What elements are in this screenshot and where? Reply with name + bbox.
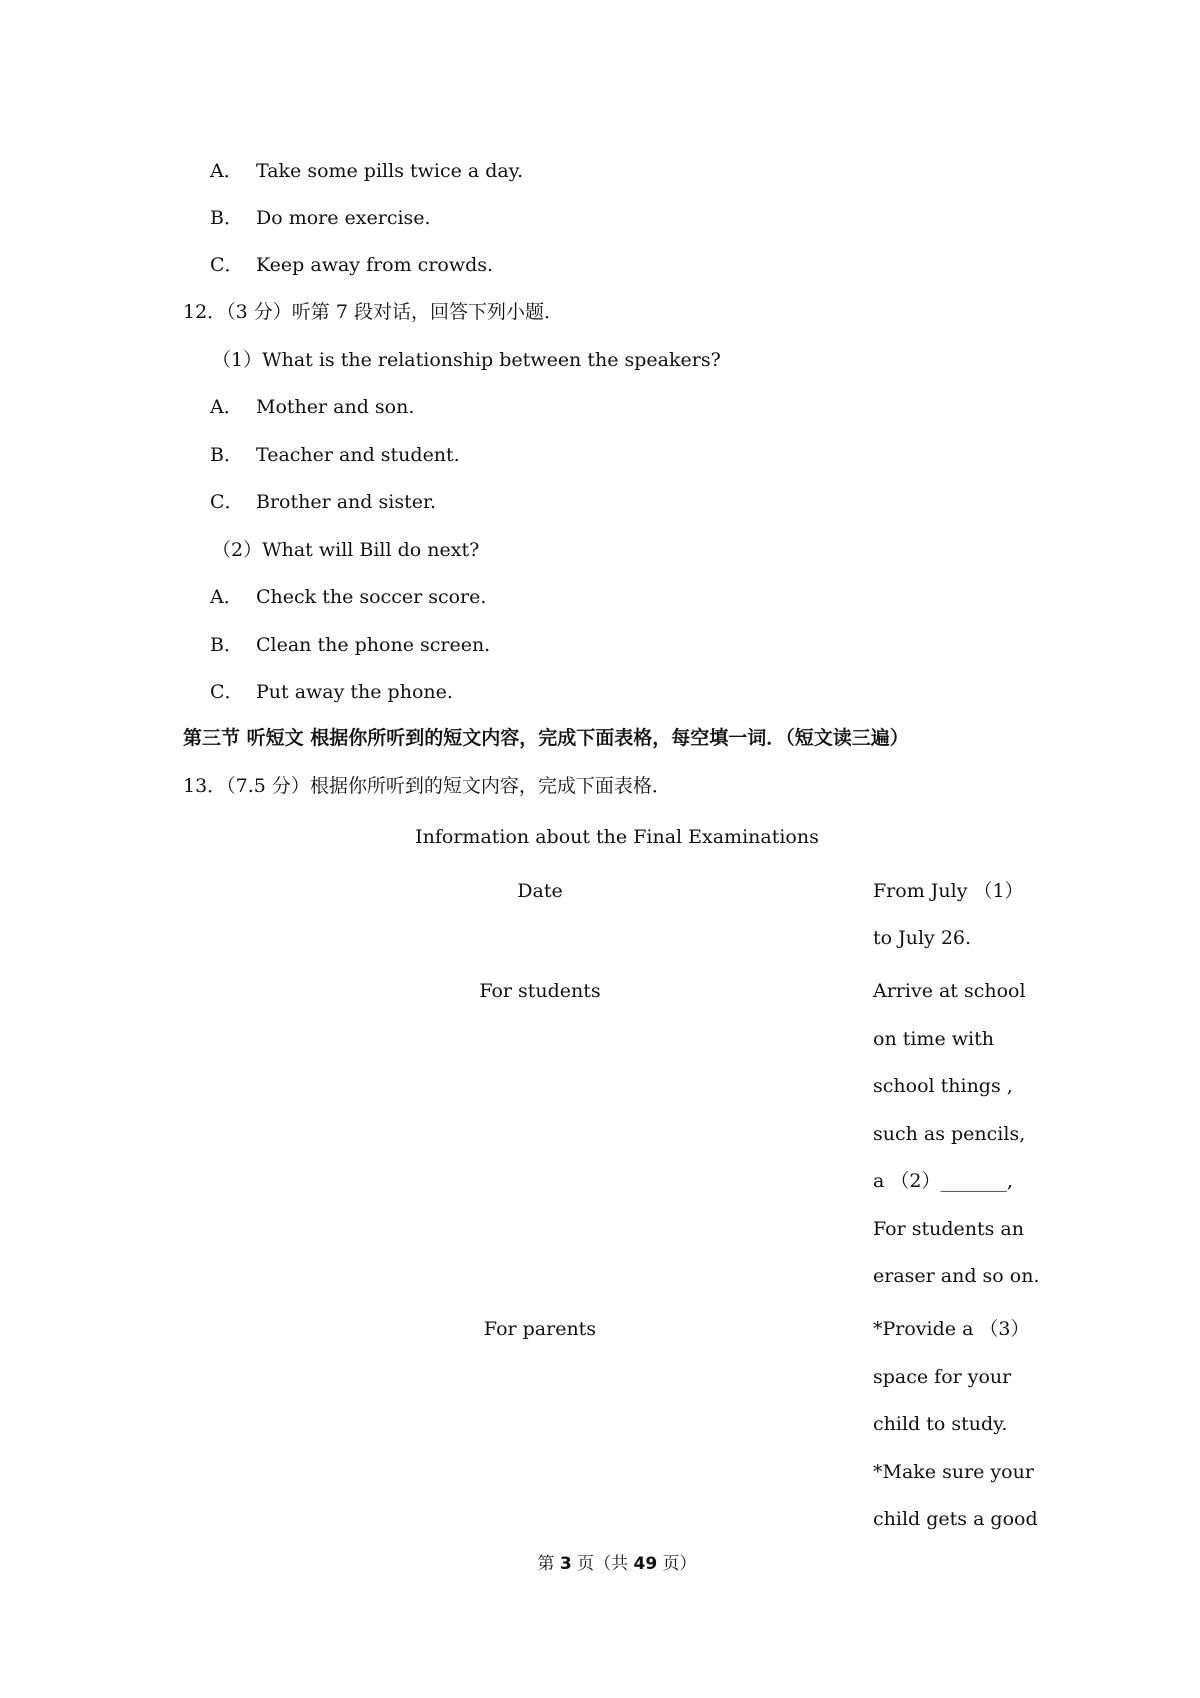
page-footer (0, 1556, 1200, 1573)
footer-middle: 页（共 (571, 1554, 634, 1574)
cell-line: From July （1） (873, 880, 1024, 902)
row-label: For parents (483, 1318, 597, 1340)
option-letter: B． (210, 444, 243, 466)
cell-line: child gets a good (873, 1508, 1038, 1530)
footer-prefix: 第 (537, 1554, 560, 1574)
section3-title: 第三节 听短文 根据你所听到的短文内容，完成下面表格，每空填一词．（短文读三遍） (183, 727, 909, 749)
option-text: Check the soccer score. (256, 586, 487, 608)
option-text: Do more exercise. (256, 207, 431, 229)
option-letter: B． (210, 634, 243, 656)
option-letter: A． (210, 160, 243, 182)
cell-line: school things , (873, 1075, 1013, 1097)
option-text: Brother and sister. (256, 491, 436, 513)
cell-line: to July 26. (873, 927, 972, 949)
option-text: Keep away from crowds. (256, 254, 494, 276)
option-letter: A． (210, 396, 243, 418)
option-text: Take some pills twice a day. (256, 160, 524, 182)
option-text: Teacher and student. (256, 444, 460, 466)
option-text: Clean the phone screen. (256, 634, 491, 656)
cell-line: eraser and so on. (873, 1265, 1040, 1287)
cell-line: a （2）_______, (873, 1170, 1013, 1192)
cell-line: space for your (873, 1366, 1012, 1388)
option-letter: C． (210, 254, 244, 276)
option-text: Put away the phone. (256, 681, 453, 703)
row-label: Date (517, 880, 563, 902)
cell-line: *Make sure your (873, 1461, 1034, 1483)
cell-line: Arrive at school (873, 980, 1026, 1002)
row-label: For students (479, 980, 601, 1002)
footer-suffix: 页） (657, 1554, 697, 1574)
option-letter: C． (210, 491, 244, 513)
option-letter: B． (210, 207, 243, 229)
page-number: 3 (559, 1554, 572, 1574)
q13-header: 13．（7.5 分）根据你所听到的短文内容，完成下面表格． (183, 775, 671, 797)
option-text: Mother and son. (256, 396, 415, 418)
cell-line: child to study. (873, 1413, 1008, 1435)
option-letter: A． (210, 586, 243, 608)
table-title: Information about the Final Examinations (415, 826, 819, 848)
q12-header: 12．（3 分）听第 7 段对话，回答下列小题． (183, 301, 563, 323)
q12-sub1-question: （1）What is the relationship between the speakers? (212, 349, 721, 371)
cell-line: For students an (873, 1218, 1024, 1240)
option-letter: C． (210, 681, 244, 703)
total-pages: 49 (633, 1554, 658, 1574)
cell-line: such as pencils, (873, 1123, 1026, 1145)
cell-line: on time with (873, 1028, 994, 1050)
cell-line: *Provide a （3） (873, 1318, 1030, 1340)
q12-sub2-question: （2）What will Bill do next? (212, 539, 480, 561)
